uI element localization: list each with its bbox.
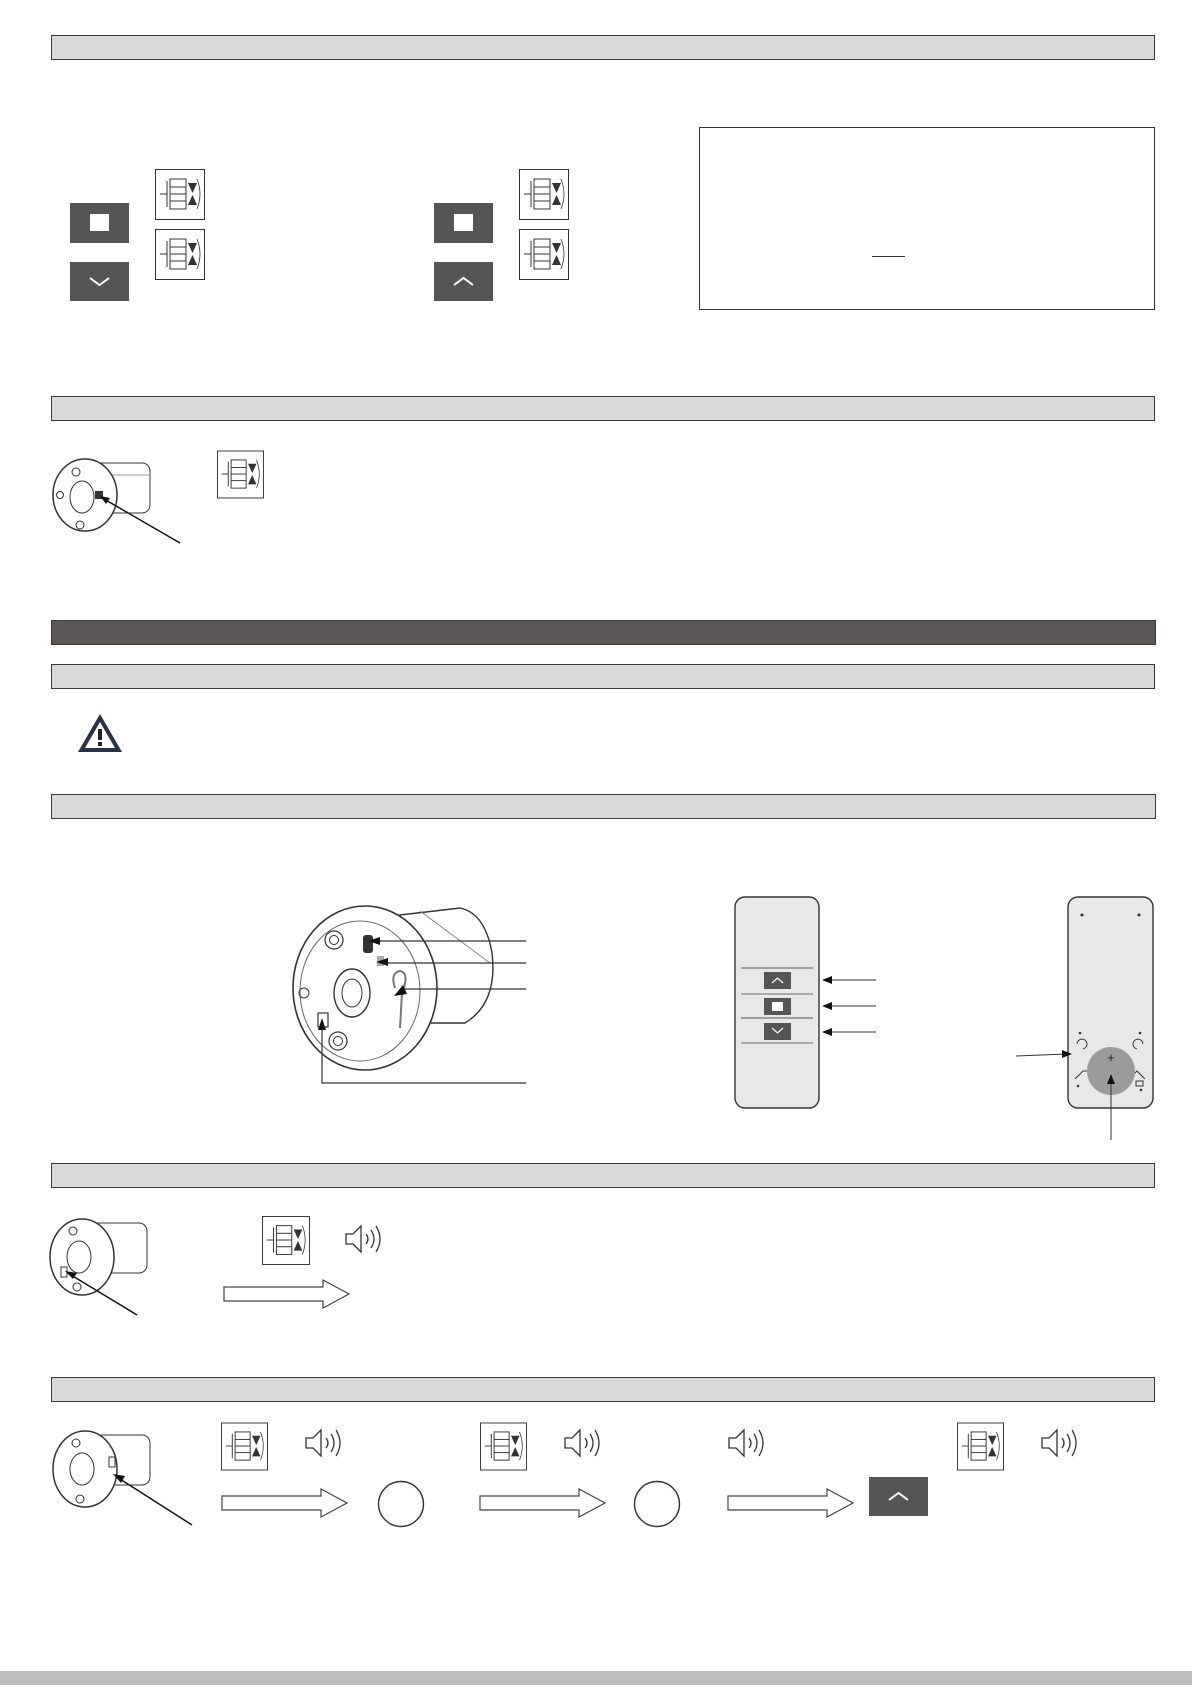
motor-jog-icon	[217, 450, 264, 499]
section-bar-1	[51, 35, 1155, 60]
motor-jog-icon	[262, 1216, 310, 1265]
speaker-sound-icon	[726, 1427, 766, 1459]
motor-jog-icon	[480, 1422, 527, 1471]
speaker-sound-icon	[343, 1223, 383, 1255]
info-box	[699, 127, 1155, 310]
empty-circle-icon	[633, 1480, 681, 1528]
motor-head-illustration	[50, 1427, 195, 1527]
section-bar-6	[51, 1163, 1155, 1188]
motor-jog-icon	[957, 1422, 1004, 1471]
stop-button[interactable]	[70, 203, 129, 243]
section-bar-7	[51, 1377, 1155, 1402]
warning-triangle-icon	[76, 712, 124, 754]
speaker-sound-icon	[303, 1427, 343, 1459]
right-arrow-icon	[223, 1279, 350, 1309]
stop-square-icon	[434, 203, 493, 243]
right-arrow-icon	[479, 1488, 606, 1518]
section-bar-4	[51, 664, 1155, 689]
motor-head-large-illustration	[290, 893, 530, 1093]
empty-circle-icon	[377, 1480, 425, 1528]
chevron-up-icon	[434, 262, 493, 301]
chevron-down-icon	[70, 262, 129, 301]
chevron-up-icon	[869, 1477, 928, 1516]
speaker-sound-icon	[1039, 1427, 1079, 1459]
right-arrow-icon	[727, 1488, 854, 1518]
speaker-sound-icon	[562, 1427, 602, 1459]
up-button[interactable]	[869, 1477, 928, 1516]
motor-jog-icon	[155, 229, 205, 280]
up-button[interactable]	[434, 262, 493, 301]
section-bar-2	[51, 396, 1155, 421]
stop-button[interactable]	[434, 203, 493, 243]
right-arrow-icon	[221, 1488, 348, 1518]
motor-jog-icon	[519, 169, 569, 220]
motor-jog-icon	[519, 229, 569, 280]
stop-square-icon	[70, 203, 129, 243]
remote-control	[734, 896, 884, 1110]
motor-head-illustration	[47, 1215, 182, 1315]
motor-head-illustration	[50, 455, 185, 545]
motor-jog-icon	[155, 169, 205, 220]
motor-jog-icon	[221, 1422, 268, 1471]
footer-bar	[0, 1671, 1192, 1685]
section-bar-3	[51, 620, 1156, 645]
section-bar-5	[51, 794, 1156, 819]
remote-dial-plus-label: +	[1107, 1050, 1115, 1065]
down-button[interactable]	[70, 262, 129, 301]
remote-control-back	[1015, 896, 1155, 1142]
info-box-underline	[872, 256, 905, 257]
